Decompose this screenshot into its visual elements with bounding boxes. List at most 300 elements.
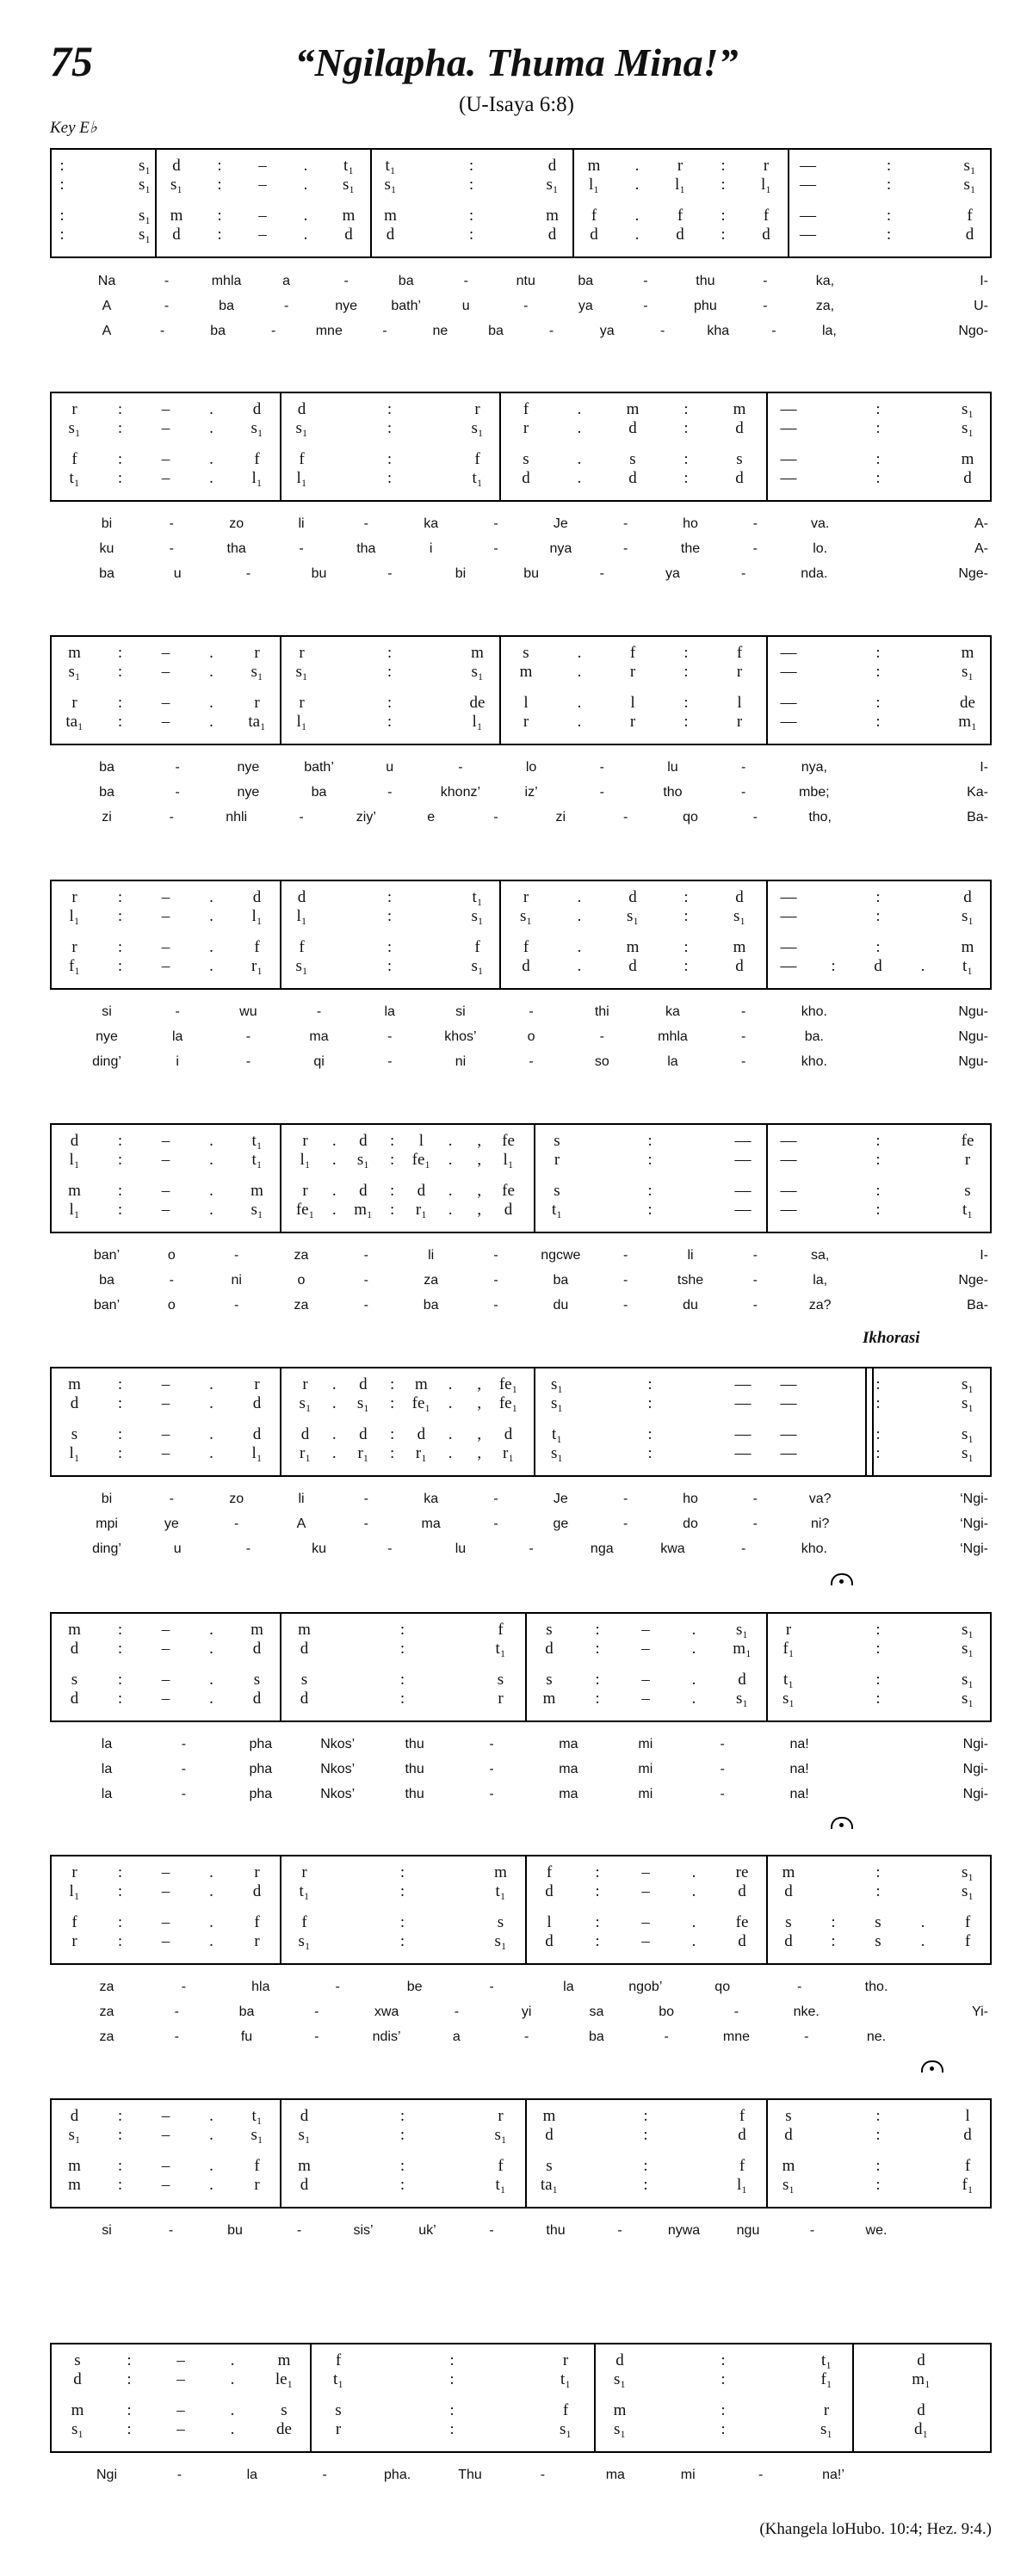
solfa-note: : <box>831 1913 836 1931</box>
solfa-note: . <box>303 225 308 244</box>
solfa-note: : <box>595 1621 600 1639</box>
solfa-note: t₁ <box>251 1151 263 1169</box>
solfa-voice-row <box>52 2401 990 2422</box>
solfa-note: , <box>477 1201 482 1219</box>
solfa-note: l <box>630 694 635 712</box>
solfa-voice-row <box>52 419 990 440</box>
lyric-syllable: ban’ <box>93 1298 121 1313</box>
solfa-note: – <box>161 888 170 906</box>
solfa-note: d <box>784 2126 793 2144</box>
solfa-note: . <box>209 1621 213 1639</box>
solfa-note: . <box>209 1182 213 1200</box>
solfa-note: . <box>209 1913 213 1931</box>
solfa-note: : <box>117 938 123 956</box>
lyric-syllable: Ngi- <box>962 1762 988 1776</box>
solfa-note: – <box>161 2107 170 2125</box>
lyric-syllable: ba <box>210 324 226 338</box>
solfa-note: : <box>117 1690 123 1708</box>
solfa-note: r <box>301 1863 307 1881</box>
solfa-note: m <box>961 450 974 468</box>
solfa-note: r <box>629 713 636 731</box>
lyric-syllable: - <box>740 1054 746 1069</box>
solfa-note: s <box>736 450 743 468</box>
tonic-solfa-staff <box>50 2098 992 2208</box>
solfa-note: d <box>545 1882 554 1900</box>
solfa-note: r₁ <box>503 1444 514 1462</box>
solfa-note: s₁ <box>295 663 308 681</box>
solfa-note: : <box>117 2126 123 2144</box>
lyric-syllable: Nge- <box>958 1273 988 1288</box>
solfa-note: : <box>449 2420 455 2438</box>
solfa-note: – <box>161 1671 170 1689</box>
lyric-syllable: tshe <box>677 1273 704 1288</box>
lyric-syllable: na! <box>789 1787 809 1801</box>
lyric-syllable: nywa <box>667 2223 701 2238</box>
lyric-syllable: Ngo- <box>958 324 988 338</box>
lyric-syllable: ziy’ <box>356 810 376 825</box>
lyric-syllable: za <box>294 1248 309 1263</box>
lyric-syllable: thu <box>696 274 715 288</box>
lyric-syllable: I- <box>980 1248 988 1263</box>
solfa-note: — <box>800 176 816 194</box>
lyric-syllable: za <box>294 1298 309 1313</box>
lyric-syllable: Ngi- <box>962 1787 988 1801</box>
lyric-syllable: mpi <box>96 1517 118 1531</box>
solfa-voice-row <box>52 957 990 978</box>
lyric-syllable: nga <box>590 1541 614 1556</box>
solfa-note: : <box>390 1151 395 1169</box>
solfa-note: d <box>738 1882 746 1900</box>
lyric-syllable: - <box>176 2468 182 2482</box>
lyric-syllable: - <box>758 2468 764 2482</box>
solfa-note: r <box>562 2351 569 2369</box>
solfa-note: m <box>961 644 974 662</box>
solfa-note: s₁ <box>68 663 81 681</box>
solfa-note: d <box>252 1425 262 1443</box>
solfa-note: t₁ <box>333 2370 343 2388</box>
solfa-note: m <box>68 1375 81 1393</box>
solfa-note: – <box>176 2370 185 2388</box>
solfa-note: — <box>780 663 797 681</box>
solfa-note: ta₁ <box>540 2176 559 2194</box>
solfa-note: s <box>554 1182 560 1200</box>
solfa-note: – <box>641 1913 650 1931</box>
solfa-note: – <box>161 907 170 925</box>
lyric-syllable: - <box>463 274 468 288</box>
solfa-voice-row <box>52 1182 990 1202</box>
lyric-syllable: so <box>594 1054 609 1069</box>
solfa-note: — <box>780 1201 797 1219</box>
solfa-note: – <box>161 1882 170 1900</box>
solfa-note: l₁ <box>251 469 263 487</box>
lyric-syllable: - <box>387 1054 393 1069</box>
solfa-note: : <box>399 1690 405 1708</box>
lyric-syllable: - <box>493 1248 498 1263</box>
lyric-syllable: ne. <box>866 2029 887 2044</box>
solfa-note: s₁ <box>961 1444 974 1462</box>
lyric-syllable: - <box>752 1517 758 1531</box>
solfa-note: : <box>127 2351 132 2369</box>
lyric-syllable: la <box>563 1980 574 1994</box>
solfa-note: d <box>628 469 637 487</box>
solfa-note: : <box>117 469 123 487</box>
lyric-syllable: za <box>99 2005 114 2019</box>
solfa-note: . <box>230 2351 235 2369</box>
solfa-note: – <box>641 1671 650 1689</box>
solfa-note: . <box>448 1425 453 1443</box>
solfa-note: d <box>735 957 744 975</box>
solfa-note: d <box>417 1182 426 1200</box>
lyric-syllable: - <box>181 1980 187 1994</box>
solfa-note: . <box>209 1863 213 1881</box>
lyric-syllable: - <box>623 516 628 531</box>
lyrics-line <box>50 1762 990 1786</box>
lyric-syllable: ba <box>99 566 114 581</box>
lyric-syllable: - <box>493 1517 498 1531</box>
solfa-note: . <box>691 1671 696 1689</box>
lyric-syllable: - <box>763 299 768 313</box>
lyric-syllable: - <box>623 1298 628 1313</box>
tonic-solfa-staff <box>50 1612 992 1722</box>
solfa-note: – <box>176 2351 185 2369</box>
solfa-note: m₁ <box>912 2370 931 2388</box>
solfa-note: : <box>117 1201 123 1219</box>
lyric-syllable: - <box>599 785 604 800</box>
solfa-note: : <box>217 207 222 225</box>
lyric-syllable: do <box>683 1517 698 1531</box>
solfa-note: s <box>523 644 529 662</box>
lyric-syllable: ho <box>683 1492 698 1506</box>
solfa-note: t₁ <box>495 2176 506 2194</box>
solfa-note: : <box>399 1932 405 1950</box>
lyric-syllable: fu <box>240 2029 253 2044</box>
solfa-note: f <box>629 644 636 662</box>
solfa-note: . <box>303 176 308 194</box>
solfa-note: s <box>71 1671 78 1689</box>
solfa-note: s₁ <box>961 1863 974 1881</box>
solfa-note: . <box>331 1132 337 1150</box>
lyric-syllable: ma <box>559 1787 578 1801</box>
solfa-note: d <box>297 888 306 906</box>
solfa-note: . <box>209 1640 213 1658</box>
solfa-note: . <box>209 2157 213 2175</box>
solfa-note: s₁ <box>733 907 746 925</box>
lyric-syllable: - <box>169 1273 174 1288</box>
hymn-number: 75 <box>50 37 93 85</box>
solfa-note: : <box>875 1394 881 1412</box>
solfa-note: . <box>448 1201 453 1219</box>
solfa-note: : <box>643 2107 648 2125</box>
solfa-note: : <box>875 938 881 956</box>
scripture-reference: (U-Isaya 6:8) <box>459 93 574 116</box>
lyric-syllable: - <box>181 1787 187 1801</box>
solfa-note: . <box>209 888 213 906</box>
solfa-note: s₁ <box>138 207 152 225</box>
solfa-note: : <box>875 694 881 712</box>
lyric-syllable: ka <box>424 1492 439 1506</box>
solfa-note: l₁ <box>296 907 307 925</box>
solfa-note: : <box>117 1671 123 1689</box>
solfa-note: r <box>523 419 529 437</box>
lyric-syllable: - <box>493 1492 498 1506</box>
solfa-note: m <box>71 2401 84 2419</box>
solfa-note: : <box>721 157 726 175</box>
lyric-syllable: - <box>752 1492 758 1506</box>
lyric-syllable: - <box>387 785 393 800</box>
solfa-note: : <box>399 1913 405 1931</box>
solfa-note: d <box>359 1182 368 1200</box>
lyrics-line <box>50 2029 990 2054</box>
solfa-note: . <box>691 1863 696 1881</box>
lyric-syllable: ban’ <box>93 1248 121 1263</box>
solfa-note: — <box>800 225 816 244</box>
solfa-note: – <box>258 157 267 175</box>
solfa-note: . <box>209 1882 213 1900</box>
lyric-syllable: iz’ <box>524 785 538 800</box>
solfa-note: : <box>117 400 123 418</box>
lyric-syllable: mi <box>638 1737 653 1751</box>
solfa-note: f <box>498 2157 504 2175</box>
solfa-note: r <box>71 938 77 956</box>
solfa-note: : <box>647 1182 653 1200</box>
lyric-syllable: i <box>176 1054 179 1069</box>
solfa-note: . <box>577 694 582 712</box>
lyric-syllable: ma <box>559 1737 578 1751</box>
solfa-note: : <box>875 1201 881 1219</box>
lyric-syllable: Ngu- <box>958 1004 988 1019</box>
solfa-note: . <box>209 2176 213 2194</box>
solfa-note: : <box>875 713 881 731</box>
solfa-note: d <box>252 400 262 418</box>
lyric-syllable: - <box>169 1492 174 1506</box>
solfa-note: r <box>302 1182 308 1200</box>
lyric-syllable: Nkos’ <box>320 1737 356 1751</box>
solfa-note: f <box>299 450 305 468</box>
lyric-syllable: A <box>102 324 112 338</box>
solfa-note: d <box>963 888 972 906</box>
solfa-note: : <box>217 157 222 175</box>
solfa-note: . <box>577 663 582 681</box>
solfa-note: m <box>414 1375 428 1393</box>
lyric-syllable: i <box>429 541 433 556</box>
solfa-note: r <box>474 400 480 418</box>
solfa-note: : <box>721 2370 726 2388</box>
solfa-note: – <box>641 1882 650 1900</box>
lyric-syllable: - <box>752 810 758 825</box>
solfa-note: r <box>736 663 743 681</box>
lyric-syllable: ka <box>665 1004 680 1019</box>
solfa-note: . <box>691 1913 696 1931</box>
lyric-syllable: - <box>387 1029 393 1044</box>
lyric-syllable: I- <box>980 274 988 288</box>
lyrics-line <box>50 1248 990 1272</box>
solfa-note: s <box>875 1913 881 1931</box>
solfa-note: d <box>874 957 882 975</box>
solfa-note: d <box>522 957 530 975</box>
solfa-note: : <box>399 2157 405 2175</box>
lyric-syllable: ba <box>99 760 114 775</box>
lyric-syllable: kwa <box>660 1541 685 1556</box>
lyric-syllable: a <box>282 274 291 288</box>
solfa-note: : <box>875 1151 881 1169</box>
lyric-syllable: phu <box>694 299 717 313</box>
solfa-note: – <box>176 2401 185 2419</box>
solfa-note: d <box>522 469 530 487</box>
lyric-syllable: bu <box>311 566 327 581</box>
solfa-note: t₁ <box>385 157 396 175</box>
lyric-syllable: - <box>164 274 170 288</box>
solfa-note: : <box>117 1932 123 1950</box>
solfa-note: – <box>641 1690 650 1708</box>
solfa-note: s₁ <box>494 2126 507 2144</box>
solfa-note: d <box>545 1640 554 1658</box>
lyric-syllable: o <box>167 1298 176 1313</box>
lyric-syllable: sa, <box>810 1248 830 1263</box>
lyric-syllable: ‘Ngi- <box>960 1517 988 1531</box>
solfa-note: d <box>628 957 637 975</box>
solfa-note: , <box>477 1375 482 1393</box>
solfa-voice-row <box>52 400 990 421</box>
solfa-voice-row <box>52 2176 990 2196</box>
solfa-note: d <box>359 1375 368 1393</box>
solfa-note: m <box>626 938 640 956</box>
solfa-note: r <box>302 1375 308 1393</box>
solfa-note: f <box>546 1863 553 1881</box>
solfa-note: s₁ <box>494 1932 507 1950</box>
solfa-note: – <box>161 1913 170 1931</box>
solfa-note: s₁ <box>820 2420 833 2438</box>
solfa-note: d <box>359 1132 368 1150</box>
lyric-syllable: za <box>99 1980 114 1994</box>
solfa-note: r <box>523 888 529 906</box>
solfa-note: . <box>448 1375 453 1393</box>
solfa-note: — <box>780 957 797 975</box>
lyric-syllable: - <box>489 1737 494 1751</box>
lyric-syllable: - <box>599 566 604 581</box>
lyric-syllable: kho. <box>801 1054 827 1069</box>
solfa-voice-row <box>52 225 990 246</box>
solfa-note: f₁ <box>69 957 80 975</box>
solfa-note: d <box>300 1640 309 1658</box>
solfa-note: f <box>71 1913 77 1931</box>
solfa-note: f <box>736 644 743 662</box>
lyric-syllable: ya <box>578 299 593 313</box>
solfa-note: : <box>684 888 689 906</box>
lyric-syllable: ba <box>398 274 414 288</box>
solfa-note: : <box>399 1671 405 1689</box>
lyric-syllable: u <box>386 760 394 775</box>
solfa-note: s₁ <box>471 957 484 975</box>
lyric-syllable: - <box>623 1517 628 1531</box>
lyric-syllable: bu <box>227 2223 243 2238</box>
solfa-note: – <box>161 469 170 487</box>
solfa-voice-row <box>52 2370 990 2391</box>
solfa-note: r <box>736 713 743 731</box>
lyric-syllable: - <box>523 299 529 313</box>
solfa-voice-row <box>52 2107 990 2128</box>
solfa-note: — <box>734 1444 752 1462</box>
solfa-note: s <box>497 1671 504 1689</box>
lyric-syllable: - <box>623 1492 628 1506</box>
solfa-voice-row <box>52 1690 990 1710</box>
solfa-note: . <box>209 1690 213 1708</box>
lyric-syllable: Ngi <box>96 2468 118 2482</box>
lyric-syllable: I- <box>980 760 988 775</box>
solfa-note: r <box>254 2176 260 2194</box>
solfa-note: – <box>161 2176 170 2194</box>
lyrics-line <box>50 1517 990 1541</box>
solfa-note: : <box>684 694 689 712</box>
solfa-note: t₁ <box>251 1132 263 1150</box>
lyric-syllable: - <box>316 1004 322 1019</box>
solfa-note: . <box>209 1132 213 1150</box>
solfa-note: : <box>217 225 222 244</box>
solfa-note: m₁ <box>354 1201 373 1219</box>
solfa-note: s₁ <box>298 2126 311 2144</box>
lyric-syllable: ngcwe <box>541 1248 581 1263</box>
solfa-note: d <box>738 2126 746 2144</box>
solfa-note: : <box>387 663 393 681</box>
solfa-note: s₁ <box>963 157 976 175</box>
solfa-note: : <box>390 1132 395 1150</box>
solfa-note: t₁ <box>552 1425 562 1443</box>
lyric-syllable: Ka- <box>967 785 988 800</box>
solfa-note: d <box>590 225 598 244</box>
lyric-syllable: za, <box>815 299 835 313</box>
solfa-note: — <box>734 1394 752 1412</box>
lyric-syllable: - <box>169 516 174 531</box>
solfa-note: : <box>595 1640 600 1658</box>
solfa-note: t₁ <box>821 2351 832 2369</box>
solfa-note: : <box>117 1640 123 1658</box>
solfa-note: l₁ <box>69 1151 80 1169</box>
solfa-note: — <box>780 1151 797 1169</box>
solfa-note: s₁ <box>782 2176 795 2194</box>
lyrics-line <box>50 785 990 809</box>
lyric-syllable: - <box>175 785 180 800</box>
solfa-note: m <box>68 2176 81 2194</box>
solfa-note: : <box>449 2401 455 2419</box>
solfa-note: . <box>448 1151 453 1169</box>
lyric-syllable: kho. <box>801 1004 827 1019</box>
solfa-note: : <box>117 1132 123 1150</box>
solfa-note: f <box>254 938 260 956</box>
solfa-note: de <box>276 2420 292 2438</box>
lyric-syllable: - <box>752 1298 758 1313</box>
chorus-label: Ikhorasi <box>863 1329 920 1347</box>
lyric-syllable: ku <box>312 1541 326 1556</box>
solfa-note: ta₁ <box>248 713 266 731</box>
solfa-note: s <box>523 450 529 468</box>
solfa-note: . <box>691 1621 696 1639</box>
lyric-syllable: - <box>493 516 498 531</box>
lyric-syllable: ‘Ngi- <box>960 1492 988 1506</box>
solfa-note: . <box>209 644 213 662</box>
lyric-syllable: nya, <box>801 760 827 775</box>
lyric-syllable: thu <box>405 1762 424 1776</box>
solfa-note: s₁ <box>550 1394 564 1412</box>
lyric-syllable: li <box>298 516 305 531</box>
lyric-syllable: - <box>617 2223 622 2238</box>
solfa-note: — <box>780 469 797 487</box>
solfa-note: l₁ <box>761 176 771 194</box>
solfa-note: : <box>721 207 726 225</box>
solfa-note: – <box>258 207 267 225</box>
solfa-note: s₁ <box>471 419 484 437</box>
lyric-syllable: du <box>683 1298 698 1313</box>
lyric-syllable: e <box>427 810 436 825</box>
lyrics-line <box>50 760 990 784</box>
